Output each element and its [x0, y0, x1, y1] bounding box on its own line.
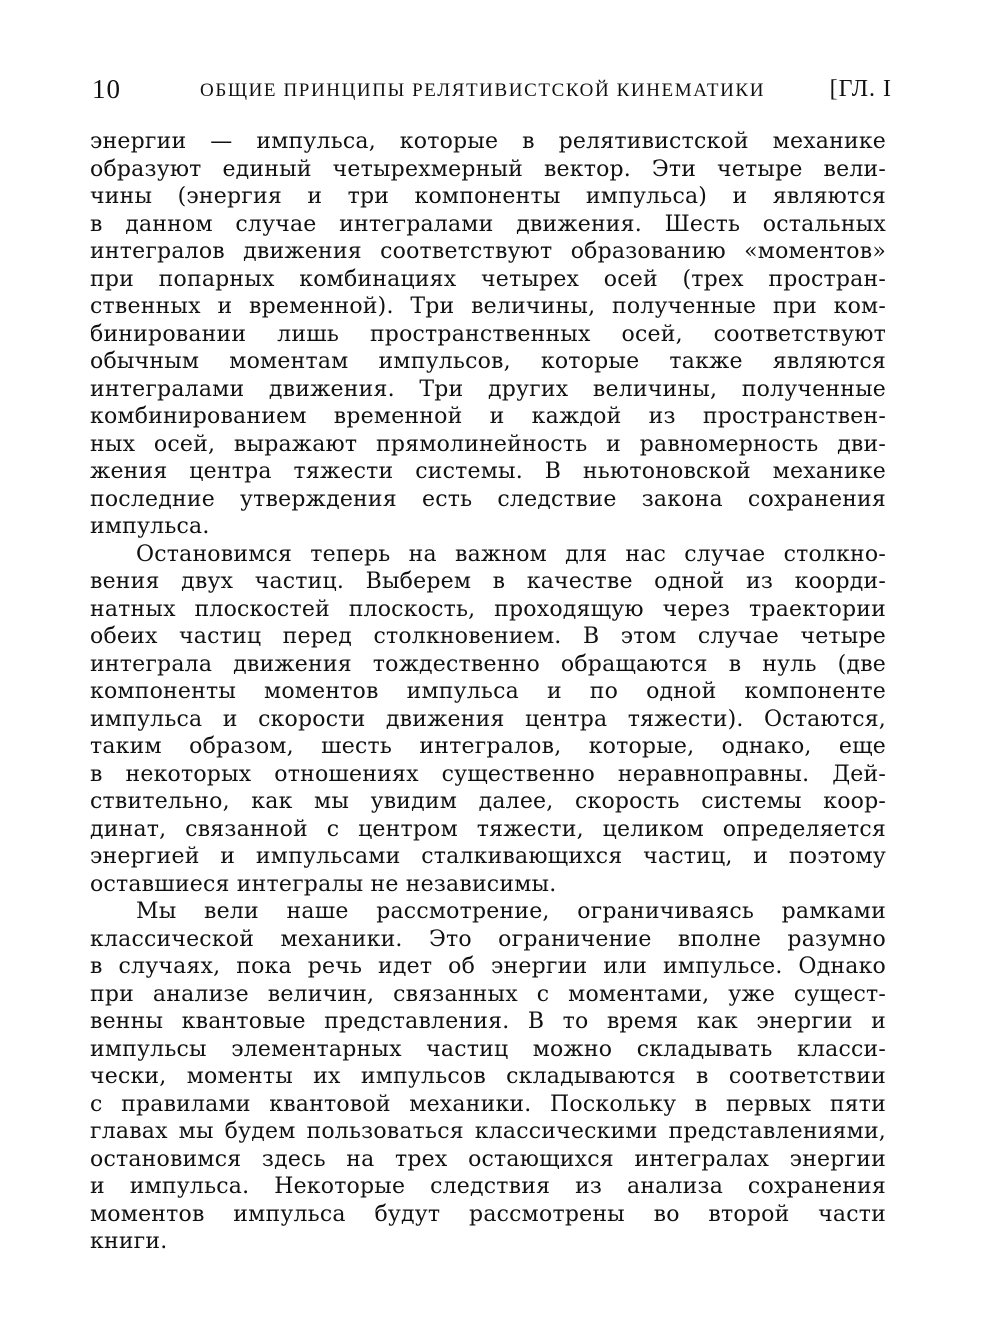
text-line: натных плоскостей плоскость, проходящую через траектории: [90, 596, 886, 622]
text-line: энергии — импульса, которые в релятивистской механике: [90, 129, 886, 154]
text-line: вения двух частиц. Выберем в качестве одной из коорди-: [90, 569, 886, 594]
text-line: жения центра тяжести системы. В ньютоновской механике: [90, 459, 886, 484]
running-title: ОБЩИЕ ПРИНЦИПЫ РЕЛЯТИВИСТСКОЙ КИНЕМАТИКИ: [200, 80, 766, 101]
text-line: последние утверждения есть следствие закона сохранения: [90, 486, 886, 512]
page-number: 10: [92, 74, 121, 104]
text-line: ных осей, выражают прямолинейность и равномерность дви-: [90, 431, 886, 457]
text-line: в некоторых отношениях существенно неравноправны. Дей-: [90, 761, 886, 787]
text-line: Остановимся теперь на важном для нас случае столкно-: [136, 541, 886, 567]
text-line: динат, связанной с центром тяжести, целиком определяется: [90, 816, 886, 842]
text-line: ственных и временной). Три величины, полученные при ком-: [90, 294, 886, 319]
text-line: главах мы будем пользоваться классическими представлениями,: [90, 1119, 886, 1144]
text-line: книги.: [90, 1229, 168, 1254]
text-line: при попарных комбинациях четырех осей (трех простран-: [90, 266, 886, 292]
text-line: при анализе величин, связанных с моментами, уже сущест-: [90, 981, 886, 1007]
text-line: Мы вели наше рассмотрение, ограничиваясь рамками: [136, 899, 886, 924]
text-line: таким образом, шесть интегралов, которые, однако, еще: [90, 734, 886, 759]
text-line: ствительно, как мы увидим далее, скорость системы коор-: [90, 789, 886, 814]
text-line: интеграла движения тождественно обращаются в нуль (две: [90, 651, 886, 677]
text-line: бинировании лишь пространственных осей, соответствуют: [90, 321, 886, 347]
text-line: образуют единый четырехмерный вектор. Эти четыре вели-: [90, 156, 886, 182]
text-line: энергией и импульсами сталкивающихся частиц, и поэтому: [90, 844, 886, 869]
chapter-reference: [ГЛ. I: [829, 76, 892, 102]
text-line: импульса и скорости движения центра тяжести). Остаются,: [90, 706, 886, 732]
text-line: интегралов движения соответствуют образованию «моментов»: [90, 239, 886, 264]
page-header: [92, 74, 892, 110]
text-line: комбинированием временной и каждой из пространствен-: [90, 404, 886, 429]
text-line: в данном случае интегралами движения. Шесть остальных: [90, 211, 886, 237]
text-line: чины (энергия и три компоненты импульса) и являются: [90, 184, 886, 209]
body-text: [90, 128, 886, 1256]
text-line: импульсы элементарных частиц можно складывать класси-: [90, 1036, 886, 1062]
text-line: и импульса. Некоторые следствия из анализа сохранения: [90, 1174, 886, 1199]
text-line: компоненты моментов импульса и по одной компоненте: [90, 679, 886, 704]
text-line: обеих частиц перед столкновением. В этом случае четыре: [90, 624, 886, 649]
text-line: моментов импульса будут рассмотрены во второй части: [90, 1201, 886, 1227]
text-line: классической механики. Это ограничение вполне разумно: [90, 926, 886, 952]
text-line: чески, моменты их импульсов складываются в соответствии: [90, 1064, 886, 1089]
text-line: венны квантовые представления. В то время как энергии и: [90, 1009, 886, 1034]
text-line: оставшиеся интегралы не независимы.: [90, 871, 557, 897]
text-line: импульса.: [90, 514, 210, 539]
text-line: обычным моментам импульсов, которые также являются: [90, 349, 886, 374]
text-line: в случаях, пока речь идет об энергии или импульсе. Однако: [90, 954, 886, 979]
text-line: остановимся здесь на трех остающихся интегралах энергии: [90, 1146, 886, 1172]
text-line: интегралами движения. Три других величины, полученные: [90, 376, 886, 402]
text-line: с правилами квантовой механики. Поскольку в первых пяти: [90, 1091, 886, 1117]
